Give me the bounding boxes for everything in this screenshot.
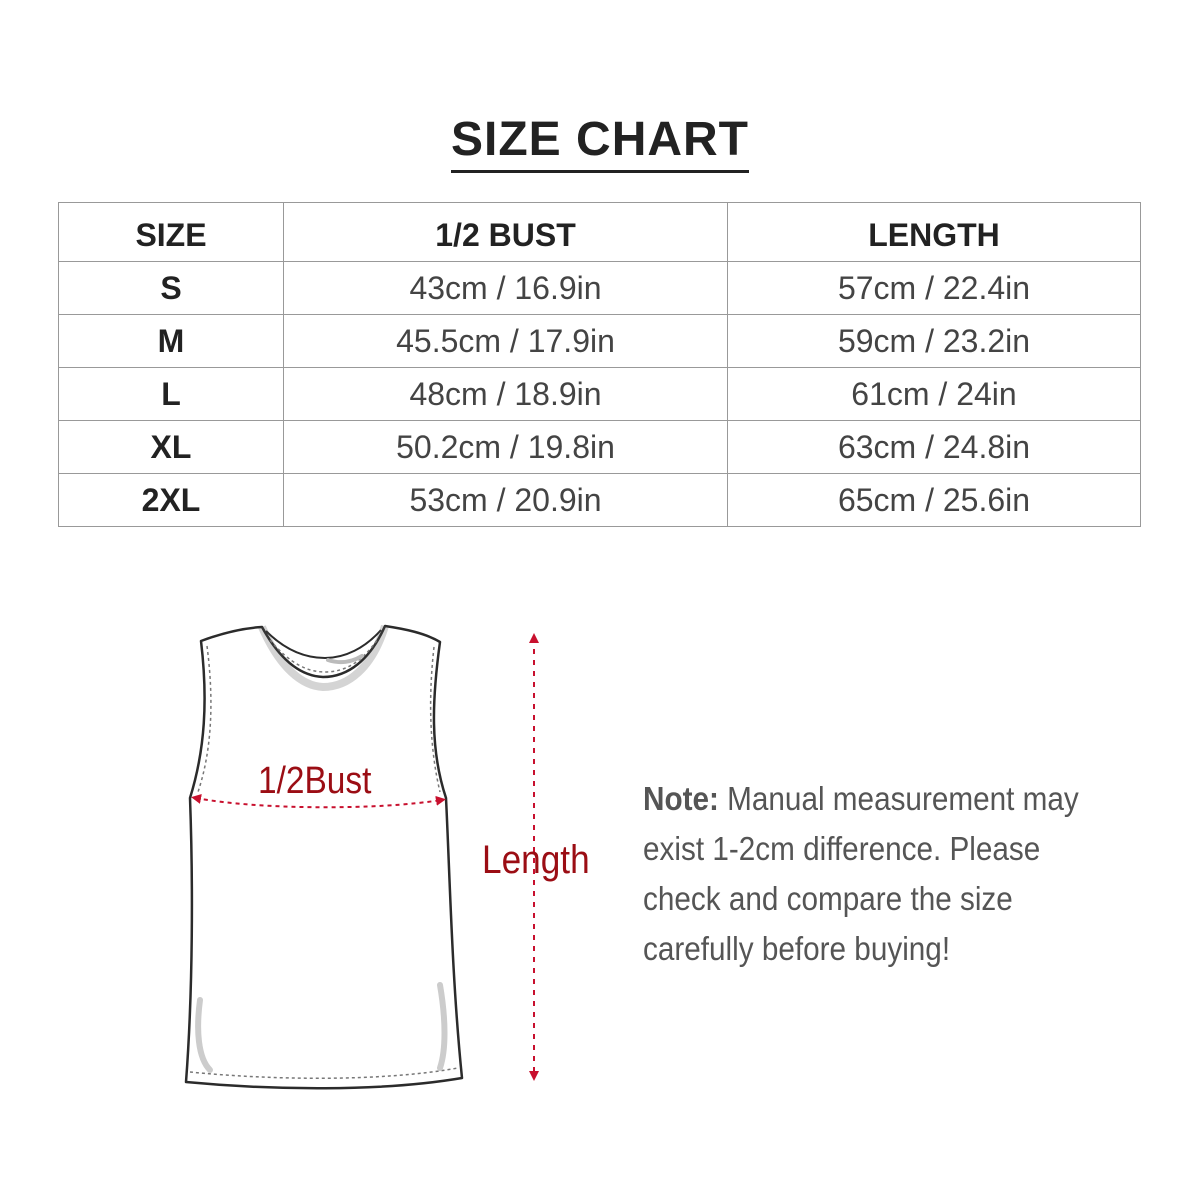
size-chart-title-text: SIZE CHART bbox=[451, 112, 749, 173]
header-length: LENGTH bbox=[728, 203, 1141, 262]
size-cell: 2XL bbox=[59, 474, 284, 527]
size-cell: S bbox=[59, 262, 284, 315]
note-heading: Note: bbox=[643, 780, 719, 817]
length-cell: 65cm / 25.6in bbox=[728, 474, 1141, 527]
bust-cell: 45.5cm / 17.9in bbox=[284, 315, 728, 368]
note-line: carefully before buying! bbox=[643, 930, 951, 967]
bust-label: 1/2Bust bbox=[258, 760, 372, 802]
size-cell: M bbox=[59, 315, 284, 368]
bust-cell: 50.2cm / 19.8in bbox=[284, 421, 728, 474]
measurement-note bbox=[643, 774, 1111, 974]
note-line bbox=[643, 774, 1111, 824]
header-size: SIZE bbox=[59, 203, 284, 262]
tank-top-icon bbox=[186, 626, 462, 1088]
length-label: Length bbox=[482, 838, 590, 882]
length-cell: 57cm / 22.4in bbox=[728, 262, 1141, 315]
note-text: Manual measurement may bbox=[727, 780, 1079, 817]
header-bust: 1/2 BUST bbox=[284, 203, 728, 262]
note-line: check and compare the size bbox=[643, 880, 1013, 917]
note-line: exist 1-2cm difference. Please bbox=[643, 830, 1041, 867]
length-cell: 63cm / 24.8in bbox=[728, 421, 1141, 474]
size-cell: XL bbox=[59, 421, 284, 474]
length-cell: 61cm / 24in bbox=[728, 368, 1141, 421]
length-cell: 59cm / 23.2in bbox=[728, 315, 1141, 368]
size-cell: L bbox=[59, 368, 284, 421]
bust-cell: 48cm / 18.9in bbox=[284, 368, 728, 421]
bust-cell: 43cm / 16.9in bbox=[284, 262, 728, 315]
bust-cell: 53cm / 20.9in bbox=[284, 474, 728, 527]
